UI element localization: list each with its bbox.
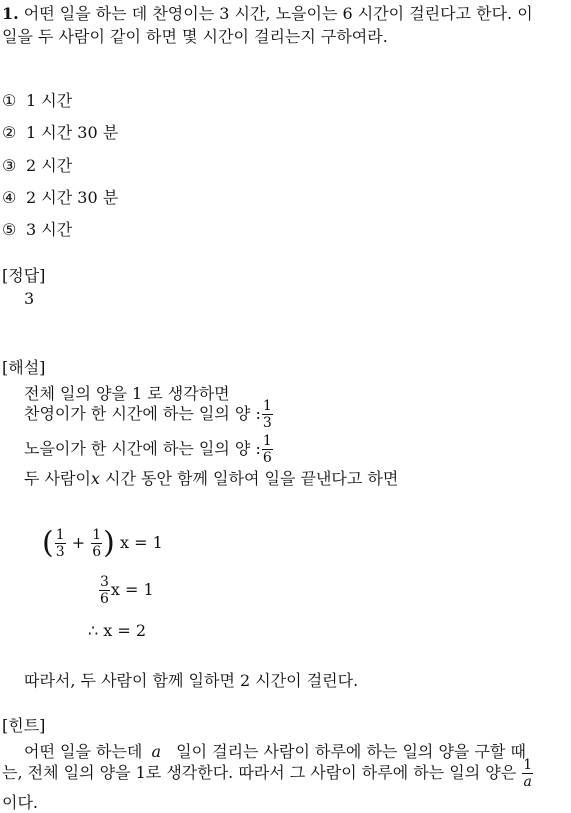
explanation-line-2-text: 찬영이가 한 시간에 하는 일의 양 : <box>24 404 261 423</box>
option-text: 2 시간 <box>26 156 73 175</box>
option-5[interactable] <box>2 217 72 240</box>
explanation-line-1: 전체 일의 양을 1 로 생각하면 <box>24 384 230 403</box>
option-marker: ① <box>2 91 17 110</box>
plus-sign: + <box>71 533 86 552</box>
equation-1 <box>42 527 163 560</box>
option-2[interactable] <box>2 120 118 143</box>
option-text: 3 시간 <box>26 220 73 239</box>
hint-line-1-pre: 어떤 일을 하는데 <box>24 742 143 761</box>
fraction-numerator: 1 <box>262 433 272 449</box>
option-text: 1 시간 <box>26 91 73 110</box>
hint-label: [힌트] <box>2 716 46 735</box>
fraction-numerator: 1 <box>55 527 65 543</box>
question-text-2: 일을 두 사람이 같이 하면 몇 시간이 걸리는지 구하여라. <box>2 27 388 46</box>
fraction-numerator: 1 <box>262 398 272 414</box>
fraction-one-third <box>262 398 273 431</box>
fraction-denominator: 6 <box>262 450 272 466</box>
fraction-denominator: 6 <box>100 591 109 607</box>
fraction-denominator: a <box>523 774 532 790</box>
option-text: 1 시간 30 분 <box>26 123 119 142</box>
fraction-one-third <box>55 527 66 560</box>
right-paren: ) <box>103 525 115 561</box>
variable-a: a <box>151 742 162 761</box>
hint-line-2 <box>2 757 534 790</box>
variable-x: x <box>90 469 100 488</box>
equation-3-rhs: x = 2 <box>103 621 147 640</box>
fraction-one-sixth <box>91 527 102 560</box>
therefore-symbol: ∴ <box>88 621 99 640</box>
answer-value: 3 <box>24 289 35 308</box>
explanation-line-4 <box>24 466 398 489</box>
explanation-label: [해설] <box>2 358 46 377</box>
option-marker: ③ <box>2 156 17 175</box>
option-marker: ④ <box>2 188 17 207</box>
left-paren: ( <box>42 525 54 561</box>
explanation-line-3 <box>24 433 274 466</box>
explanation-line-2 <box>24 398 274 431</box>
fraction-one-sixth <box>262 433 273 466</box>
explanation-line-3-text: 노을이가 한 시간에 하는 일의 양 : <box>24 439 261 458</box>
option-text: 2 시간 30 분 <box>26 188 119 207</box>
option-3[interactable] <box>2 153 72 176</box>
option-4[interactable] <box>2 185 118 208</box>
explanation-conclusion: 따라서, 두 사람이 함께 일하면 2 시간이 걸린다. <box>24 671 359 690</box>
equation-2 <box>98 574 154 607</box>
explanation-line-4-pre: 두 사람이 <box>24 469 91 488</box>
hint-line-1-post: 일이 걸리는 사람이 하루에 하는 일의 양을 구할 때 <box>176 742 526 761</box>
fraction-denominator: 6 <box>92 544 102 560</box>
equation-2-rhs: x = 1 <box>110 580 154 599</box>
fraction-three-sixths <box>99 574 110 607</box>
equation-1-rhs: x = 1 <box>119 533 163 552</box>
fraction-numerator: 1 <box>92 527 102 543</box>
fraction-numerator: 1 <box>523 757 533 773</box>
fraction-denominator: 3 <box>55 544 65 560</box>
question-text-1: 어떤 일을 하는 데 찬영이는 3 시간, 노을이는 6 시간이 걸린다고 한다. 이 <box>23 4 533 23</box>
hint-line-2-text: 는, 전체 일의 양을 1로 생각한다. 따라서 그 사람이 하루에 하는 일의 양은 <box>2 763 517 782</box>
fraction-numerator: 3 <box>100 574 109 590</box>
option-1[interactable] <box>2 88 72 111</box>
question-line-1 <box>2 2 533 26</box>
hint-line-3: 이다. <box>2 793 38 812</box>
option-marker: ② <box>2 123 17 142</box>
explanation-line-4-post: 시간 동안 함께 일하여 일을 끝낸다고 하면 <box>99 469 399 488</box>
question-number: 1. <box>2 4 19 23</box>
equation-3 <box>88 621 146 640</box>
fraction-one-over-a <box>522 757 533 790</box>
answer-label: [정답] <box>2 266 46 285</box>
option-marker: ⑤ <box>2 220 17 239</box>
fraction-denominator: 3 <box>262 415 272 431</box>
